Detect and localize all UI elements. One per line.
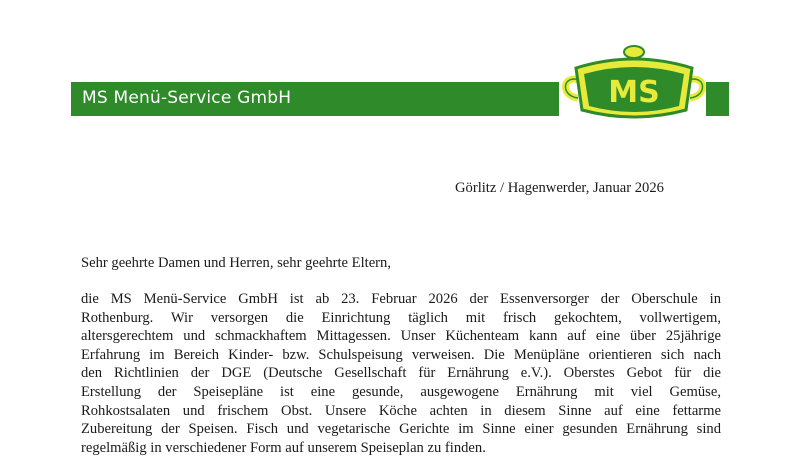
body-line: Erstellung der Speisepläne ist eine gesunde, ausgewogene Ernährung mit viel Gemüse, — [81, 383, 721, 400]
body-line: Zubereitung der Speisen. Fisch und vegetarische Gerichte im Sinne einer gesunden Ernährung sind — [81, 421, 721, 438]
company-logo — [558, 44, 710, 124]
letter-body — [81, 290, 721, 457]
body-line: Erfahrung im Bereich Kinder- bzw. Schulspeisung verweisen. Die Menüpläne orientieren sich nach — [81, 346, 721, 363]
body-line: Rohkostsalaten und frischem Obst. Unsere Köche achten in diesem Sinne auf eine fettarme — [81, 402, 721, 419]
pot-knob — [624, 46, 644, 58]
company-name: MS Menü-Service GmbH — [82, 88, 292, 108]
body-line: die MS Menü-Service GmbH ist ab 23. Februar 2026 der Essenversorger der Oberschule in — [81, 291, 721, 307]
place-date: Görlitz / Hagenwerder, Januar 2026 — [455, 180, 664, 196]
body-line: regelmäßig in verschiedener Form auf unserem Speiseplan zu finden. — [81, 439, 486, 456]
body-line: altersgerechtem und schmackhaftem Mittagessen. Unser Küchenteam kann auf eine über 25jährige — [81, 328, 721, 345]
body-line: den Richtlinien der DGE (Deutsche Gesellschaft für Ernährung e.V.). Oberstes Gebot für die — [81, 365, 721, 382]
logo-text: MS — [608, 75, 660, 110]
body-line: Rothenburg. Wir versorgen die Einrichtung täglich mit frisch gekochtem, vollwertigem, — [81, 309, 721, 326]
salutation: Sehr geehrte Damen und Herren, sehr geehrte Eltern, — [81, 255, 391, 271]
